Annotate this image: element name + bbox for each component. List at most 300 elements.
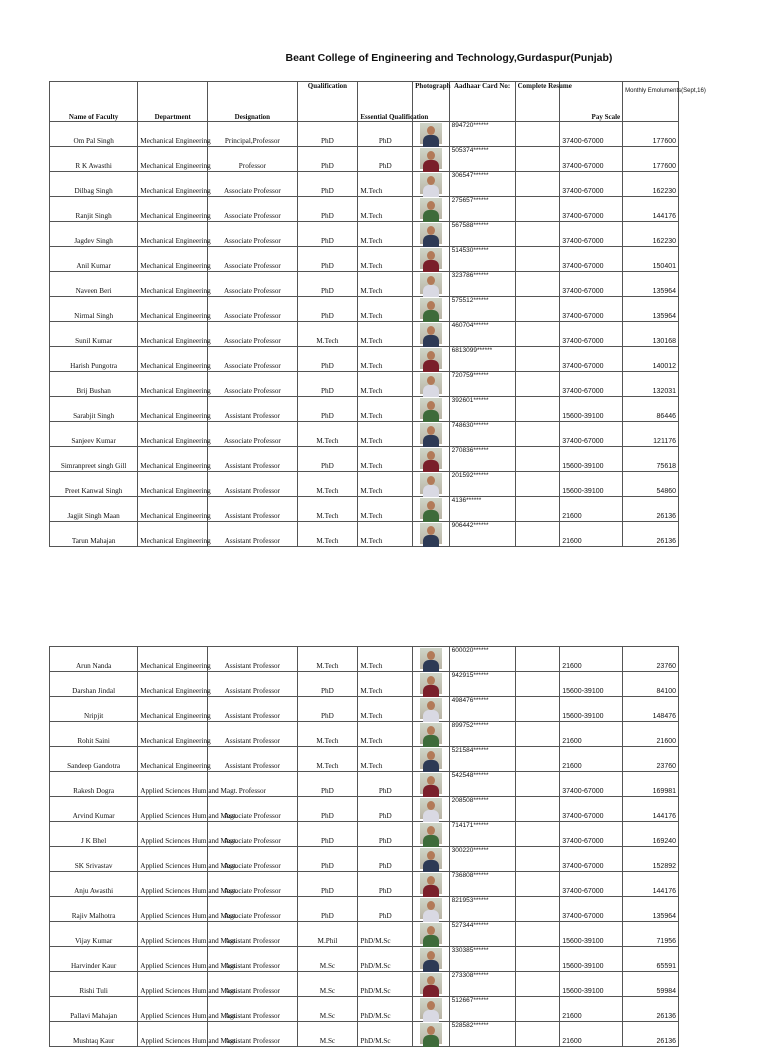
qualification-cell: PhD	[297, 197, 358, 222]
department-cell: Mechanical Engineering	[138, 422, 208, 447]
aadhaar-cell: 330385******	[449, 947, 515, 972]
essential-qualification-cell: PhD/M.Sc	[358, 997, 413, 1022]
department-cell: Mechanical Engineering	[138, 447, 208, 472]
qualification-cell: PhD	[297, 897, 358, 922]
qualification-cell: PhD	[297, 247, 358, 272]
faculty-name-cell: SK Srivastav	[50, 847, 138, 872]
pay-scale-cell: 37400-67000	[560, 247, 623, 272]
aadhaar-cell: 306547******	[449, 172, 515, 197]
department-cell: Applied Sciences Hum and Magt.	[138, 997, 208, 1022]
pay-scale-cell: 37400-67000	[560, 347, 623, 372]
faculty-photo	[420, 798, 442, 819]
header-aadhaar: Aadhaar Card No:	[449, 82, 515, 122]
aadhaar-cell: 714171******	[449, 822, 515, 847]
faculty-name-cell: Tarun Mahajan	[50, 522, 138, 547]
aadhaar-cell: 567588******	[449, 222, 515, 247]
resume-cell	[515, 322, 560, 347]
department-cell: Applied Sciences Hum and Magt.	[138, 847, 208, 872]
essential-qualification-cell: M.Tech	[358, 322, 413, 347]
essential-qualification-cell: M.Tech	[358, 272, 413, 297]
qualification-cell: M.Tech	[297, 522, 358, 547]
designation-cell: Assistant Professor	[208, 722, 297, 747]
faculty-photo	[420, 948, 442, 969]
faculty-name-cell: Rakesh Dogra	[50, 772, 138, 797]
photograph-cell	[413, 647, 450, 672]
resume-cell	[515, 947, 560, 972]
pay-scale-cell: 15600-39100	[560, 472, 623, 497]
table-row	[50, 272, 679, 297]
department-cell: Mechanical Engineering	[138, 197, 208, 222]
emoluments-cell: 59984	[623, 972, 679, 997]
essential-qualification-cell: M.Tech	[358, 697, 413, 722]
emoluments-cell: 75618	[623, 447, 679, 472]
qualification-cell: PhD	[297, 347, 358, 372]
table-row	[50, 147, 679, 172]
faculty-name-cell: Rishi Tuli	[50, 972, 138, 997]
photograph-cell	[413, 347, 450, 372]
qualification-cell: M.Tech	[297, 647, 358, 672]
department-cell: Mechanical Engineering	[138, 272, 208, 297]
department-cell: Applied Sciences Hum and Magt.	[138, 797, 208, 822]
faculty-name-cell: Anil Kumar	[50, 247, 138, 272]
emoluments-cell: 132031	[623, 372, 679, 397]
pay-scale-cell: 15600-39100	[560, 447, 623, 472]
department-cell: Applied Sciences Hum and Magt.	[138, 947, 208, 972]
qualification-cell: PhD	[297, 872, 358, 897]
faculty-table-bottom	[49, 646, 679, 1047]
faculty-photo	[420, 673, 442, 694]
photograph-cell	[413, 447, 450, 472]
photograph-cell	[413, 247, 450, 272]
photograph-cell	[413, 1022, 450, 1047]
qualification-cell: M.Tech	[297, 722, 358, 747]
qualification-cell: PhD	[297, 772, 358, 797]
photograph-cell	[413, 972, 450, 997]
faculty-photo	[420, 373, 442, 394]
pay-scale-cell: 21600	[560, 497, 623, 522]
faculty-name-cell: Dilbag Singh	[50, 172, 138, 197]
pay-scale-cell: 15600-39100	[560, 922, 623, 947]
designation-cell: Associate Professor	[208, 297, 297, 322]
aadhaar-cell: 894720******	[449, 122, 515, 147]
photograph-cell	[413, 397, 450, 422]
qualification-cell: PhD	[297, 397, 358, 422]
designation-cell: Professor	[208, 147, 297, 172]
table-row	[50, 522, 679, 547]
pay-scale-cell: 37400-67000	[560, 222, 623, 247]
resume-cell	[515, 772, 560, 797]
photograph-cell	[413, 222, 450, 247]
department-cell: Applied Sciences Hum and Magt.	[138, 772, 208, 797]
faculty-name-cell: Harvinder Kaur	[50, 947, 138, 972]
photograph-cell	[413, 922, 450, 947]
faculty-photo	[420, 973, 442, 994]
faculty-name-cell: Sanjeev Kumar	[50, 422, 138, 447]
header-photograph: Photograph	[413, 82, 450, 122]
resume-cell	[515, 372, 560, 397]
essential-qualification-cell: M.Tech	[358, 497, 413, 522]
faculty-photo	[420, 898, 442, 919]
essential-qualification-cell: PhD/M.Sc	[358, 1022, 413, 1047]
essential-qualification-cell: M.Tech	[358, 722, 413, 747]
faculty-photo	[420, 423, 442, 444]
designation-cell: Assistant Professor	[208, 697, 297, 722]
qualification-cell: PhD	[297, 147, 358, 172]
emoluments-cell: 144176	[623, 872, 679, 897]
header-department: Department	[138, 82, 208, 122]
photograph-cell	[413, 322, 450, 347]
designation-cell: Assistant Professor	[208, 747, 297, 772]
resume-cell	[515, 822, 560, 847]
department-cell: Mechanical Engineering	[138, 722, 208, 747]
pay-scale-cell: 21600	[560, 997, 623, 1022]
emoluments-cell: 26136	[623, 1022, 679, 1047]
header-row	[50, 82, 679, 122]
designation-cell: Assistant Professor	[208, 672, 297, 697]
pay-scale-cell: 37400-67000	[560, 372, 623, 397]
essential-qualification-cell: PhD	[358, 897, 413, 922]
emoluments-cell: 26136	[623, 522, 679, 547]
resume-cell	[515, 122, 560, 147]
faculty-name-cell: Nirmal Singh	[50, 297, 138, 322]
qualification-cell: PhD	[297, 672, 358, 697]
aadhaar-cell: 273308******	[449, 972, 515, 997]
aadhaar-cell: 542548******	[449, 772, 515, 797]
faculty-name-cell: Pallavi Mahajan	[50, 997, 138, 1022]
table-row	[50, 472, 679, 497]
faculty-photo	[420, 323, 442, 344]
pay-scale-cell: 37400-67000	[560, 822, 623, 847]
essential-qualification-cell: PhD/M.Sc	[358, 947, 413, 972]
department-cell: Mechanical Engineering	[138, 672, 208, 697]
department-cell: Mechanical Engineering	[138, 247, 208, 272]
designation-cell: Assistant Professor	[208, 972, 297, 997]
aadhaar-cell: 498476******	[449, 697, 515, 722]
photograph-cell	[413, 947, 450, 972]
faculty-name-cell: Vijay Kumar	[50, 922, 138, 947]
department-cell: Applied Sciences Hum and Magt.	[138, 872, 208, 897]
photograph-cell	[413, 997, 450, 1022]
department-cell: Mechanical Engineering	[138, 697, 208, 722]
aadhaar-cell: 208508******	[449, 797, 515, 822]
aadhaar-cell: 270836******	[449, 447, 515, 472]
pay-scale-cell: 37400-67000	[560, 797, 623, 822]
qualification-cell: M.Tech	[297, 472, 358, 497]
emoluments-cell: 162230	[623, 172, 679, 197]
faculty-name-cell: Arvind Kumar	[50, 797, 138, 822]
emoluments-cell: 23760	[623, 747, 679, 772]
photograph-cell	[413, 847, 450, 872]
photograph-cell	[413, 122, 450, 147]
table-row	[50, 922, 679, 947]
faculty-table-top	[49, 81, 706, 547]
pay-scale-cell: 37400-67000	[560, 847, 623, 872]
photograph-cell	[413, 722, 450, 747]
table-row	[50, 722, 679, 747]
header-resume: Complete Resume	[515, 82, 560, 122]
department-cell: Mechanical Engineering	[138, 522, 208, 547]
pay-scale-cell: 15600-39100	[560, 672, 623, 697]
designation-cell: Assistant Professor	[208, 472, 297, 497]
faculty-photo	[420, 473, 442, 494]
faculty-photo	[420, 773, 442, 794]
essential-qualification-cell: M.Tech	[358, 472, 413, 497]
department-cell: Mechanical Engineering	[138, 372, 208, 397]
emoluments-cell: 144176	[623, 197, 679, 222]
aadhaar-cell: 512667******	[449, 997, 515, 1022]
essential-qualification-cell: PhD/M.Sc	[358, 922, 413, 947]
table-row	[50, 197, 679, 222]
table-row	[50, 822, 679, 847]
faculty-photo	[420, 398, 442, 419]
essential-qualification-cell: M.Tech	[358, 372, 413, 397]
table-row	[50, 372, 679, 397]
essential-qualification-cell: PhD	[358, 847, 413, 872]
emoluments-cell: 23760	[623, 647, 679, 672]
emoluments-cell: 21600	[623, 722, 679, 747]
resume-cell	[515, 272, 560, 297]
emoluments-cell: 121176	[623, 422, 679, 447]
resume-cell	[515, 147, 560, 172]
table-row	[50, 447, 679, 472]
emoluments-cell: 150401	[623, 247, 679, 272]
table-row	[50, 697, 679, 722]
photograph-cell	[413, 797, 450, 822]
resume-cell	[515, 897, 560, 922]
faculty-photo	[420, 648, 442, 669]
emoluments-cell: 135964	[623, 272, 679, 297]
header-qualification: Qualification	[297, 82, 358, 122]
designation-cell: Associate Professor	[208, 247, 297, 272]
faculty-photo	[420, 198, 442, 219]
emoluments-cell: 169240	[623, 822, 679, 847]
photograph-cell	[413, 197, 450, 222]
department-cell: Mechanical Engineering	[138, 222, 208, 247]
department-cell: Applied Sciences Hum and Magt.	[138, 972, 208, 997]
table-row	[50, 347, 679, 372]
faculty-name-cell: Preet Kanwal Singh	[50, 472, 138, 497]
designation-cell: Professor	[208, 772, 297, 797]
department-cell: Mechanical Engineering	[138, 297, 208, 322]
faculty-photo	[420, 723, 442, 744]
resume-cell	[515, 197, 560, 222]
resume-cell	[515, 1022, 560, 1047]
faculty-name-cell: Naveen Beri	[50, 272, 138, 297]
table-row	[50, 497, 679, 522]
qualification-cell: M.Tech	[297, 747, 358, 772]
qualification-cell: PhD	[297, 797, 358, 822]
designation-cell: Associate Professor	[208, 172, 297, 197]
emoluments-cell: 140012	[623, 347, 679, 372]
essential-qualification-cell: M.Tech	[358, 447, 413, 472]
essential-qualification-cell: M.Tech	[358, 197, 413, 222]
emoluments-cell: 162230	[623, 222, 679, 247]
qualification-cell: M.Sc	[297, 1022, 358, 1047]
pay-scale-cell: 37400-67000	[560, 272, 623, 297]
essential-qualification-cell: PhD	[358, 772, 413, 797]
photograph-cell	[413, 672, 450, 697]
aadhaar-cell: 521584******	[449, 747, 515, 772]
essential-qualification-cell: M.Tech	[358, 347, 413, 372]
pay-scale-cell: 37400-67000	[560, 872, 623, 897]
faculty-name-cell: Sunil Kumar	[50, 322, 138, 347]
essential-qualification-cell: M.Tech	[358, 522, 413, 547]
photograph-cell	[413, 772, 450, 797]
photograph-cell	[413, 472, 450, 497]
table-row	[50, 972, 679, 997]
resume-cell	[515, 297, 560, 322]
resume-cell	[515, 347, 560, 372]
resume-cell	[515, 922, 560, 947]
faculty-name-cell: Brij Bushan	[50, 372, 138, 397]
essential-qualification-cell: PhD	[358, 122, 413, 147]
faculty-photo	[420, 173, 442, 194]
aadhaar-cell: 720759******	[449, 372, 515, 397]
table-row	[50, 397, 679, 422]
department-cell: Mechanical Engineering	[138, 122, 208, 147]
table-row	[50, 172, 679, 197]
faculty-photo	[420, 998, 442, 1019]
photograph-cell	[413, 872, 450, 897]
emoluments-cell: 65591	[623, 947, 679, 972]
designation-cell: Assistant Professor	[208, 497, 297, 522]
pay-scale-cell: 37400-67000	[560, 297, 623, 322]
table-row	[50, 247, 679, 272]
faculty-photo	[420, 823, 442, 844]
resume-cell	[515, 522, 560, 547]
table-row	[50, 672, 679, 697]
resume-cell	[515, 172, 560, 197]
resume-cell	[515, 747, 560, 772]
faculty-name-cell: Nripjit	[50, 697, 138, 722]
emoluments-cell: 135964	[623, 897, 679, 922]
faculty-name-cell: Arun Nanda	[50, 647, 138, 672]
pay-scale-cell: 15600-39100	[560, 947, 623, 972]
faculty-name-cell: Rohit Saini	[50, 722, 138, 747]
aadhaar-cell: 575512******	[449, 297, 515, 322]
department-cell: Applied Sciences Hum and Magt.	[138, 897, 208, 922]
faculty-name-cell: Anju Awasthi	[50, 872, 138, 897]
aadhaar-cell: 505374******	[449, 147, 515, 172]
designation-cell: Associate Professor	[208, 372, 297, 397]
faculty-photo	[420, 523, 442, 544]
resume-cell	[515, 722, 560, 747]
resume-cell	[515, 397, 560, 422]
header-emoluments: Monthly Emoluments(Sept,16)	[623, 82, 679, 122]
photograph-cell	[413, 297, 450, 322]
pay-scale-cell: 21600	[560, 747, 623, 772]
table-row	[50, 1022, 679, 1047]
essential-qualification-cell: M.Tech	[358, 297, 413, 322]
department-cell: Mechanical Engineering	[138, 472, 208, 497]
aadhaar-cell: 514530******	[449, 247, 515, 272]
designation-cell: Associate Professor	[208, 872, 297, 897]
faculty-name-cell: J K Bhel	[50, 822, 138, 847]
department-cell: Mechanical Engineering	[138, 322, 208, 347]
qualification-cell: PhD	[297, 372, 358, 397]
pay-scale-cell: 37400-67000	[560, 172, 623, 197]
faculty-photo	[420, 298, 442, 319]
table-row	[50, 797, 679, 822]
resume-cell	[515, 997, 560, 1022]
essential-qualification-cell: M.Tech	[358, 747, 413, 772]
table-row	[50, 322, 679, 347]
table-row	[50, 947, 679, 972]
resume-cell	[515, 647, 560, 672]
aadhaar-cell: 275657******	[449, 197, 515, 222]
pay-scale-cell: 21600	[560, 647, 623, 672]
aadhaar-cell: 899752******	[449, 722, 515, 747]
photograph-cell	[413, 147, 450, 172]
photograph-cell	[413, 522, 450, 547]
table-row	[50, 747, 679, 772]
designation-cell: Associate Professor	[208, 897, 297, 922]
photograph-cell	[413, 747, 450, 772]
designation-cell: Associate Professor	[208, 322, 297, 347]
emoluments-cell: 169981	[623, 772, 679, 797]
qualification-cell: M.Sc	[297, 997, 358, 1022]
faculty-photo	[420, 223, 442, 244]
essential-qualification-cell: M.Tech	[358, 647, 413, 672]
faculty-name-cell: Sandeep Gandotra	[50, 747, 138, 772]
department-cell: Applied Sciences Hum and Magt.	[138, 822, 208, 847]
emoluments-cell: 71956	[623, 922, 679, 947]
designation-cell: Associate Professor	[208, 272, 297, 297]
pay-scale-cell: 37400-67000	[560, 197, 623, 222]
faculty-name-cell: Harish Pungotra	[50, 347, 138, 372]
pay-scale-cell: 21600	[560, 522, 623, 547]
designation-cell: Assistant Professor	[208, 397, 297, 422]
qualification-cell: PhD	[297, 447, 358, 472]
emoluments-cell: 135964	[623, 297, 679, 322]
photograph-cell	[413, 897, 450, 922]
pay-scale-cell: 15600-39100	[560, 397, 623, 422]
table-row	[50, 897, 679, 922]
emoluments-cell: 26136	[623, 497, 679, 522]
table-row	[50, 122, 679, 147]
photograph-cell	[413, 697, 450, 722]
emoluments-cell: 148476	[623, 697, 679, 722]
essential-qualification-cell: PhD	[358, 822, 413, 847]
emoluments-cell: 84100	[623, 672, 679, 697]
pay-scale-cell: 21600	[560, 1022, 623, 1047]
aadhaar-cell: 4136******	[449, 497, 515, 522]
designation-cell: Associate Professor	[208, 847, 297, 872]
table-row	[50, 847, 679, 872]
designation-cell: Associate Professor	[208, 797, 297, 822]
pay-scale-cell: 37400-67000	[560, 897, 623, 922]
qualification-cell: PhD	[297, 272, 358, 297]
faculty-name-cell: Simranpreet singh Gill	[50, 447, 138, 472]
resume-cell	[515, 697, 560, 722]
faculty-photo	[420, 148, 442, 169]
designation-cell: Associate Professor	[208, 822, 297, 847]
essential-qualification-cell: M.Tech	[358, 247, 413, 272]
aadhaar-cell: 201592******	[449, 472, 515, 497]
table-row	[50, 422, 679, 447]
qualification-cell: M.Tech	[297, 422, 358, 447]
department-cell: Applied Sciences Hum and Magt.	[138, 1022, 208, 1047]
faculty-photo	[420, 123, 442, 144]
essential-qualification-cell: M.Tech	[358, 672, 413, 697]
pay-scale-cell: 37400-67000	[560, 322, 623, 347]
pay-scale-cell: 37400-67000	[560, 422, 623, 447]
aadhaar-cell: 748630******	[449, 422, 515, 447]
resume-cell	[515, 972, 560, 997]
department-cell: Mechanical Engineering	[138, 172, 208, 197]
department-cell: Mechanical Engineering	[138, 647, 208, 672]
faculty-photo	[420, 498, 442, 519]
